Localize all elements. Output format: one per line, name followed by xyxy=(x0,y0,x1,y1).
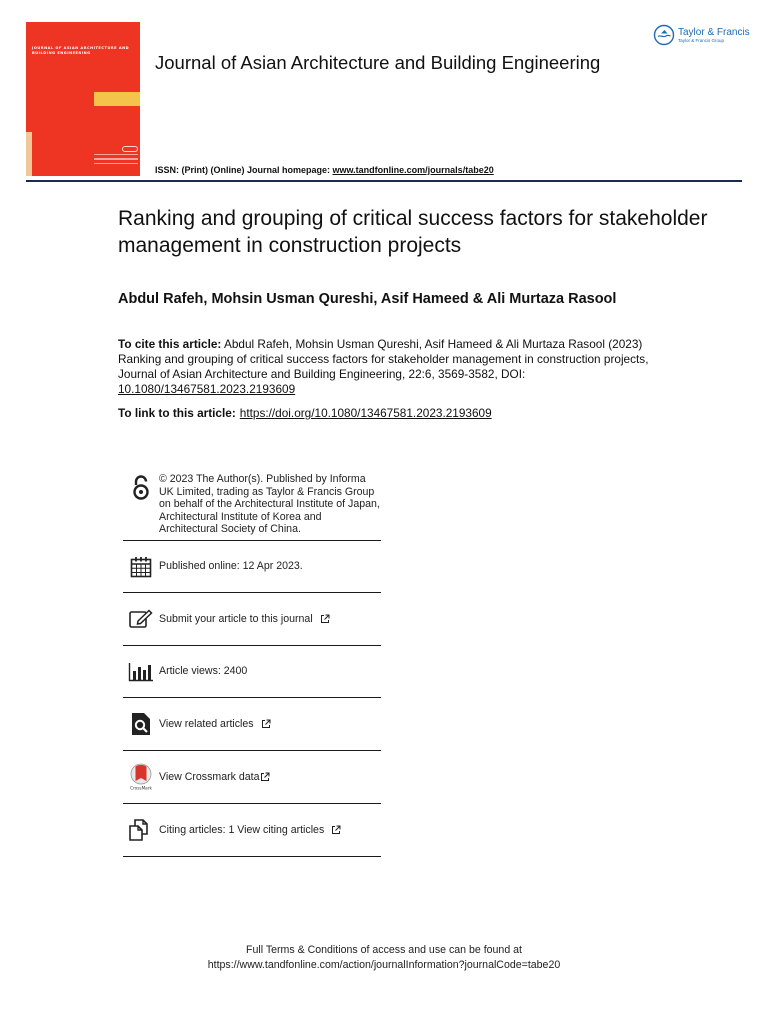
issn-line xyxy=(155,165,494,175)
open-access-icon xyxy=(123,473,159,501)
related-articles-label: View related articles xyxy=(159,717,254,730)
doi-link[interactable]: 10.1080/13467581.2023.2193609 xyxy=(118,382,296,396)
citing-articles-icon xyxy=(123,819,159,841)
submit-article-label: Submit your article to this journal xyxy=(159,612,313,625)
citation-block xyxy=(118,337,658,397)
submit-article-row[interactable] xyxy=(123,593,381,646)
cite-text: Abdul Rafeh, Mohsin Usman Qureshi, Asif Hameed & Ali Murtaza Rasool (2023) Ranking and grouping of critical success factors for stakeholder management in construction projects, Journal of Asian Architecture and Building Engineering, 22:6, 3569-3582, DOI: xyxy=(118,337,649,381)
bar-chart-icon xyxy=(123,662,159,682)
external-link-icon xyxy=(260,772,270,782)
header-divider xyxy=(26,180,742,182)
cover-spine xyxy=(26,132,32,176)
journal-name: Journal of Asian Architecture and Building Engineering xyxy=(155,52,601,73)
calendar-icon xyxy=(123,556,159,578)
article-link-line xyxy=(118,406,492,421)
article-authors: Abdul Rafeh, Mohsin Usman Qureshi, Asif Hameed & Ali Murtaza Rasool xyxy=(118,291,617,307)
article-views-text: Article views: 2400 xyxy=(159,665,248,678)
cover-bottom-lines xyxy=(94,154,138,167)
crossmark-row[interactable] xyxy=(123,751,381,804)
taylor-francis-logo-text: Taylor & Francis xyxy=(678,26,750,38)
published-date-text: Published online: 12 Apr 2023. xyxy=(159,560,303,573)
cover-publisher-mark xyxy=(122,146,138,152)
taylor-francis-logo-subtext: Taylor & Francis Group xyxy=(678,37,725,43)
cite-label: To cite this article: xyxy=(118,337,222,351)
journal-homepage-link[interactable]: www.tandfonline.com/journals/tabe20 xyxy=(332,165,494,175)
cover-title: JOURNAL OF ASIAN ARCHITECTURE AND BUILDING ENGINEERING xyxy=(32,46,130,56)
citing-articles-row[interactable] xyxy=(123,804,381,857)
footer-terms-url[interactable]: https://www.tandfonline.com/action/journalInformation?journalCode=tabe20 xyxy=(207,958,561,971)
link-label: To link to this article: xyxy=(118,406,236,420)
taylor-francis-logo[interactable] xyxy=(653,22,750,48)
submit-article-link[interactable] xyxy=(159,613,330,626)
issn-text: ISSN: (Print) (Online) Journal homepage: xyxy=(155,165,333,175)
journal-cover-image xyxy=(26,22,140,176)
article-info-panel xyxy=(123,466,381,857)
article-doi-url-link[interactable]: https://doi.org/10.1080/13467581.2023.2193609 xyxy=(239,406,492,420)
citing-articles-label: Citing articles: 1 View citing articles xyxy=(159,823,325,836)
crossmark-logo-text: CrossMark xyxy=(130,785,152,791)
related-articles-search-icon xyxy=(123,712,159,736)
article-title: Ranking and grouping of critical success factors for stakeholder management in construction projects xyxy=(118,207,708,257)
external-link-icon xyxy=(261,719,271,729)
crossmark-label: View Crossmark data xyxy=(159,770,260,783)
related-articles-row[interactable] xyxy=(123,698,381,751)
citing-articles-link[interactable] xyxy=(159,824,341,837)
external-link-icon xyxy=(320,614,330,624)
crossmark-icon xyxy=(123,763,159,791)
footer-terms xyxy=(0,943,768,972)
license-text: © 2023 The Author(s). Published by Informa UK Limited, trading as Taylor & Francis Group on behalf of the Architectural Institute of Japan, Architectural Institute of Korea and Architectural Society of China. xyxy=(159,473,380,536)
external-link-icon xyxy=(331,825,341,835)
related-articles-link[interactable] xyxy=(159,718,271,731)
cover-volume-box xyxy=(94,92,140,106)
article-views-row xyxy=(123,646,381,698)
published-row xyxy=(123,541,381,593)
crossmark-link[interactable] xyxy=(159,771,270,784)
edit-pencil-icon xyxy=(123,609,159,629)
taylor-francis-logo-icon xyxy=(653,24,675,46)
license-row xyxy=(123,466,381,541)
footer-terms-line1: Full Terms & Conditions of access and use can be found at xyxy=(246,944,522,956)
